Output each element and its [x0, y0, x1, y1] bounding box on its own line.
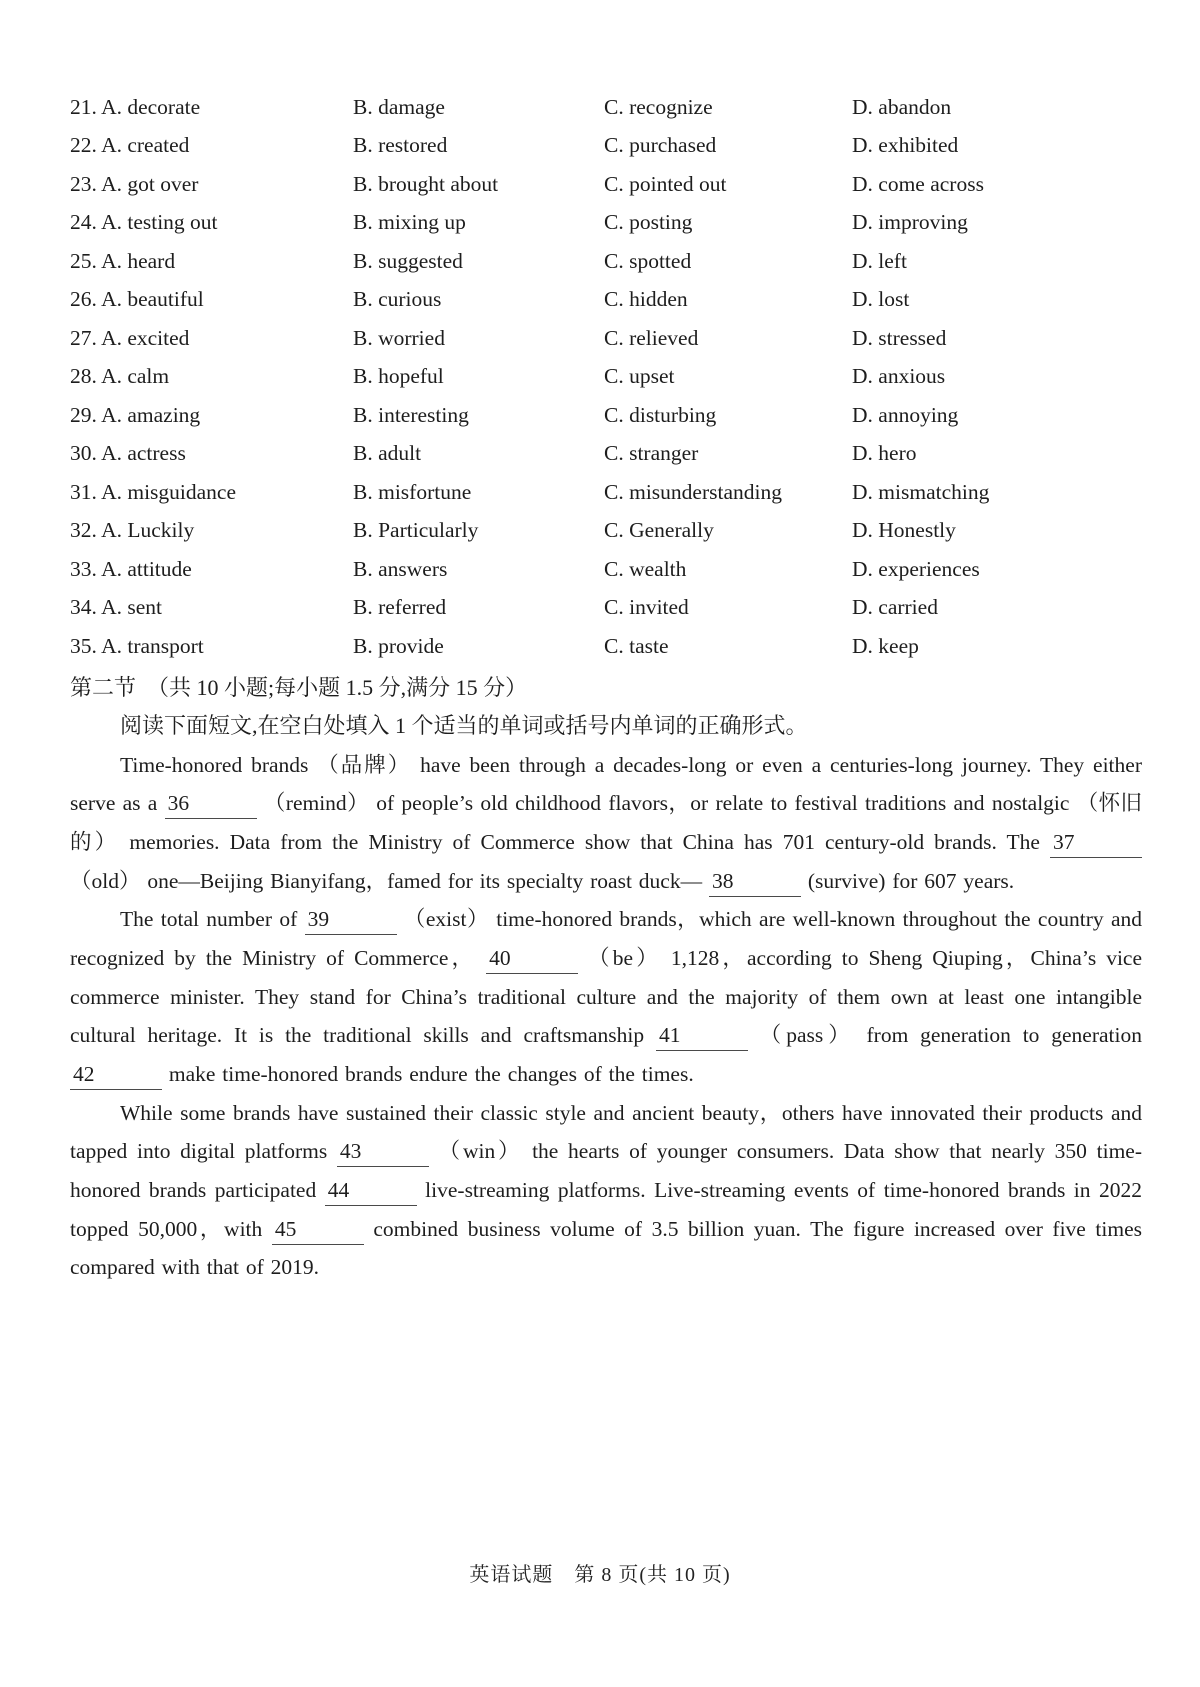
option-25-d: D. left: [852, 248, 907, 273]
blank-39: 39: [305, 907, 397, 935]
passage-text: combined business volume of 3.5 billion yuan. The figure increased over five times compared with that of 2019.: [70, 1216, 1142, 1280]
option-32-c: C. Generally: [604, 518, 714, 543]
section-heading: 第二节 （共 10 小题;每小题 1.5 分,满分 15 分）: [70, 674, 528, 700]
option-33-a: 33. A. attitude: [70, 556, 192, 581]
page-content: [70, 88, 1142, 1287]
option-row-34: [70, 589, 1142, 628]
passage-text: live-streaming platforms. Live-streaming events of time-honored brands in 2022 topped 50,000，with: [70, 1177, 1142, 1241]
option-34-b: B. referred: [353, 595, 447, 620]
option-31-b: B. misfortune: [353, 479, 472, 504]
blank-36: 36: [165, 791, 257, 819]
blank-44: 44: [325, 1178, 417, 1206]
option-28-b: B. hopeful: [353, 364, 444, 389]
option-33-b: B. answers: [353, 556, 448, 581]
option-row-35: [70, 627, 1142, 666]
option-34-a: 34. A. sent: [70, 595, 162, 620]
option-27-a: 27. A. excited: [70, 325, 190, 350]
option-row-26: [70, 281, 1142, 320]
option-34-c: C. invited: [604, 595, 689, 620]
passage-paragraph-2: [70, 900, 1142, 1093]
option-33-d: D. experiences: [852, 556, 980, 581]
passage-text: make time-honored brands endure the changes of the times.: [162, 1061, 694, 1086]
option-21-a: 21. A. decorate: [70, 94, 201, 119]
option-28-c: C. upset: [604, 364, 675, 389]
option-27-d: D. stressed: [852, 325, 947, 350]
option-26-a: 26. A. beautiful: [70, 287, 204, 312]
option-row-28: [70, 358, 1142, 397]
option-row-32: [70, 512, 1142, 551]
option-row-30: [70, 435, 1142, 474]
option-24-c: C. posting: [604, 210, 693, 235]
passage-paragraph-1: [70, 746, 1142, 901]
option-24-a: 24. A. testing out: [70, 210, 218, 235]
option-row-22: [70, 127, 1142, 166]
option-21-b: B. damage: [353, 94, 445, 119]
option-30-b: B. adult: [353, 441, 422, 466]
option-33-c: C. wealth: [604, 556, 687, 581]
option-25-c: C. spotted: [604, 248, 692, 273]
option-30-d: D. hero: [852, 441, 917, 466]
blank-38: 38: [709, 869, 801, 897]
option-35-c: C. taste: [604, 633, 669, 658]
blank-41: 41: [656, 1023, 748, 1051]
passage-text: （pass） from generation to generation: [747, 1023, 1142, 1048]
blank-43: 43: [337, 1139, 429, 1167]
cloze-passage: [70, 746, 1142, 1287]
page-footer: 英语试题 第 8 页(共 10 页): [469, 1564, 731, 1586]
option-23-b: B. brought about: [353, 171, 499, 196]
option-row-21: [70, 88, 1142, 127]
passage-text: (survive) for 607 years.: [800, 868, 1015, 893]
option-25-a: 25. A. heard: [70, 248, 176, 273]
blank-37: 37: [1050, 830, 1142, 858]
option-32-a: 32. A. Luckily: [70, 518, 195, 543]
option-29-a: 29. A. amazing: [70, 402, 201, 427]
option-23-c: C. pointed out: [604, 171, 727, 196]
option-32-d: D. Honestly: [852, 518, 956, 543]
option-25-b: B. suggested: [353, 248, 463, 273]
option-28-a: 28. A. calm: [70, 364, 170, 389]
option-22-c: C. purchased: [604, 133, 717, 158]
passage-text: The total number of: [120, 907, 305, 932]
option-24-b: B. mixing up: [353, 210, 466, 235]
option-35-b: B. provide: [353, 633, 444, 658]
option-22-b: B. restored: [353, 133, 448, 158]
option-row-23: [70, 165, 1142, 204]
option-26-c: C. hidden: [604, 287, 688, 312]
option-27-b: B. worried: [353, 325, 445, 350]
option-30-c: C. stranger: [604, 441, 699, 466]
option-row-27: [70, 319, 1142, 358]
passage-text: （old） one—Beijing Bianyifang，famed for its specialty roast duck—: [70, 868, 709, 893]
passage-text: （remind） of people’s old childhood flavors，or relate to festival traditions and nostalgic （怀旧的） memories. Data from the Ministry of Commerce show that China has 701 century-old brands. The: [70, 791, 1142, 854]
blank-45: 45: [272, 1217, 364, 1245]
option-26-d: D. lost: [852, 287, 910, 312]
option-32-b: B. Particularly: [353, 518, 479, 543]
option-28-d: D. anxious: [852, 364, 946, 389]
blank-42: 42: [70, 1062, 162, 1090]
option-34-d: D. carried: [852, 595, 938, 620]
option-35-d: D. keep: [852, 633, 919, 658]
option-22-d: D. exhibited: [852, 133, 959, 158]
option-29-c: C. disturbing: [604, 402, 717, 427]
passage-text: Time-honored brands （品牌） have been through a decades-long or even a centuries-long journey. They either serve as a: [70, 752, 1142, 816]
blank-40: 40: [486, 946, 578, 974]
option-row-33: [70, 550, 1142, 589]
option-row-31: [70, 473, 1142, 512]
option-row-24: [70, 204, 1142, 243]
option-23-a: 23. A. got over: [70, 171, 199, 196]
option-29-b: B. interesting: [353, 402, 469, 427]
option-30-a: 30. A. actress: [70, 441, 186, 466]
option-27-c: C. relieved: [604, 325, 699, 350]
option-29-d: D. annoying: [852, 402, 959, 427]
option-21-c: C. recognize: [604, 94, 713, 119]
option-31-c: C. misunderstanding: [604, 479, 782, 504]
option-35-a: 35. A. transport: [70, 633, 204, 658]
passage-text: While some brands have sustained their classic style and ancient beauty，others have innovated their products and tapped into digital platforms: [70, 1100, 1142, 1164]
passage-paragraph-3: [70, 1094, 1142, 1287]
option-24-d: D. improving: [852, 210, 968, 235]
option-26-b: B. curious: [353, 287, 442, 312]
option-31-a: 31. A. misguidance: [70, 479, 237, 504]
option-31-d: D. mismatching: [852, 479, 990, 504]
option-21-d: D. abandon: [852, 94, 952, 119]
passage-text: （be） 1,128，according to Sheng Qiuping，China’s vice commerce minister. They stand for China’s traditional culture and the majority of them own at least one intangible cultural heritage. It is the traditional skills and craftsmanship: [70, 945, 1142, 1048]
section-instruction: 阅读下面短文,在空白处填入 1 个适当的单词或括号内单词的正确形式。: [120, 713, 808, 739]
passage-text: （win） the hearts of younger consumers. Data show that nearly 350 time-honored brands participated: [70, 1139, 1142, 1202]
options-table: [70, 88, 1142, 666]
option-row-29: [70, 396, 1142, 435]
option-23-d: D. come across: [852, 171, 984, 196]
option-22-a: 22. A. created: [70, 133, 190, 158]
passage-text: （exist） time-honored brands，which are well-known throughout the country and recognized by the Ministry of Commerce，: [70, 907, 1142, 970]
option-row-25: [70, 242, 1142, 281]
